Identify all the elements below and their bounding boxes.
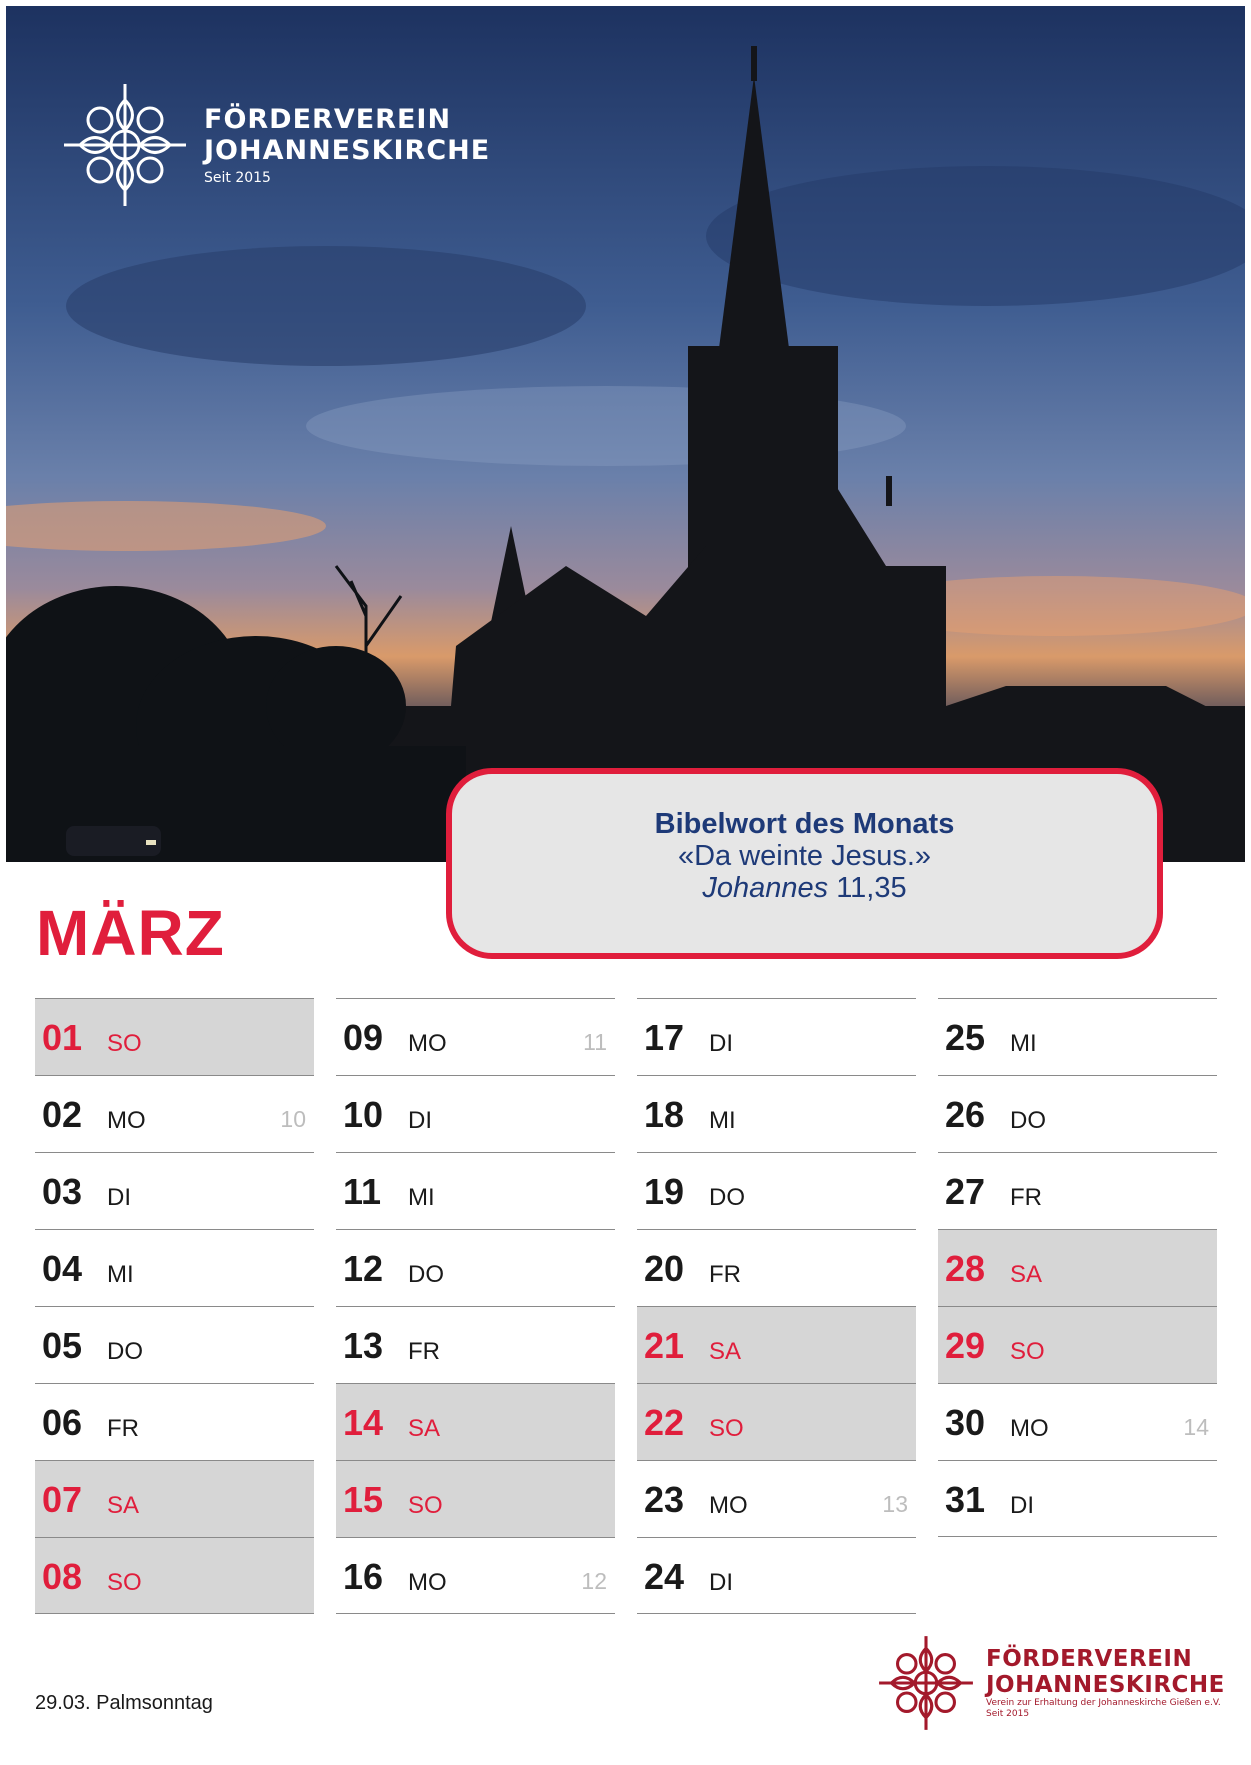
day-number: 10 xyxy=(343,1094,384,1135)
weekday: MO xyxy=(1010,1415,1049,1442)
day-row xyxy=(35,1383,314,1460)
weekday: MO xyxy=(408,1030,447,1057)
logo-line-3: Seit 2015 xyxy=(204,170,271,186)
bible-verse-heading: Bibelwort des Monats xyxy=(654,808,955,840)
day-row xyxy=(637,1075,916,1152)
weekday: DO xyxy=(408,1261,444,1288)
bible-verse-number: 11,35 xyxy=(836,872,907,904)
weekday: MO xyxy=(408,1569,447,1596)
day-number: 18 xyxy=(644,1094,685,1135)
weekday: DO xyxy=(1010,1107,1046,1134)
weekday: DI xyxy=(709,1030,733,1057)
day-number: 21 xyxy=(644,1325,685,1366)
weekday: SA xyxy=(107,1492,140,1519)
day-number: 17 xyxy=(644,1017,685,1058)
day-number: 24 xyxy=(644,1556,685,1597)
logo-line-2: JOHANNESKIRCHE xyxy=(204,135,491,166)
day-number: 25 xyxy=(945,1017,986,1058)
day-row xyxy=(336,1383,615,1460)
day-number: 13 xyxy=(343,1325,384,1366)
week-number: 11 xyxy=(583,1029,607,1055)
day-row xyxy=(938,998,1217,1075)
weekday: SO xyxy=(107,1030,142,1057)
day-number: 29 xyxy=(945,1325,986,1366)
day-number: 06 xyxy=(42,1402,83,1443)
logo-line-1: FÖRDERVEREIN xyxy=(204,104,452,135)
weekday: SA xyxy=(709,1338,742,1365)
day-number: 31 xyxy=(945,1479,986,1520)
day-row xyxy=(35,1229,314,1306)
weekday: MI xyxy=(107,1261,134,1288)
bible-verse-book: Johannes xyxy=(702,872,829,904)
footer-logo-line-3: Verein zur Erhaltung der Johanneskirche Gießen e.V. xyxy=(986,1698,1221,1708)
day-row xyxy=(938,1075,1217,1152)
day-row xyxy=(637,1460,916,1537)
weekday: FR xyxy=(408,1338,440,1365)
day-row xyxy=(35,998,314,1075)
bible-verse-quote: «Da weinte Jesus.» xyxy=(677,840,932,872)
day-row xyxy=(938,1306,1217,1383)
weekday: MO xyxy=(709,1492,748,1519)
day-number: 15 xyxy=(343,1479,384,1520)
weekday: DI xyxy=(107,1184,131,1211)
day-row xyxy=(938,1229,1217,1306)
header-logo xyxy=(60,80,490,210)
weekday: FR xyxy=(709,1261,741,1288)
day-number: 27 xyxy=(945,1171,986,1212)
weekday: DO xyxy=(107,1338,143,1365)
day-row xyxy=(637,1306,916,1383)
weekday: DO xyxy=(709,1184,745,1211)
weekday: FR xyxy=(107,1415,139,1442)
day-number: 22 xyxy=(644,1402,685,1443)
day-row xyxy=(336,1537,615,1614)
day-row xyxy=(637,1537,916,1614)
footnote: 29.03. Palmsonntag xyxy=(35,1692,213,1714)
weekday: MI xyxy=(408,1184,435,1211)
weekday: SA xyxy=(1010,1261,1043,1288)
day-number: 11 xyxy=(343,1171,382,1212)
day-number: 09 xyxy=(343,1017,384,1058)
day-row xyxy=(336,1229,615,1306)
calendar-column xyxy=(35,998,314,1614)
day-row xyxy=(938,1460,1217,1537)
day-row xyxy=(35,1152,314,1229)
day-row xyxy=(336,1075,615,1152)
day-row xyxy=(336,1152,615,1229)
day-number: 12 xyxy=(343,1248,384,1289)
day-row xyxy=(637,998,916,1075)
day-number: 01 xyxy=(42,1017,83,1058)
calendar-column xyxy=(336,998,615,1614)
weekday: FR xyxy=(1010,1184,1042,1211)
weekday: SO xyxy=(1010,1338,1045,1365)
week-number: 10 xyxy=(280,1106,306,1132)
day-row xyxy=(637,1383,916,1460)
day-row xyxy=(637,1152,916,1229)
ornament-cross-icon xyxy=(876,1633,976,1733)
footer-logo-line-4: Seit 2015 xyxy=(986,1709,1030,1719)
day-number: 26 xyxy=(945,1094,986,1135)
bible-verse-reference xyxy=(702,872,906,904)
calendar-column xyxy=(637,998,916,1614)
day-row xyxy=(938,1383,1217,1460)
calendar-column xyxy=(938,998,1217,1537)
day-number: 03 xyxy=(42,1171,83,1212)
day-number: 16 xyxy=(343,1556,384,1597)
day-number: 04 xyxy=(42,1248,83,1289)
bible-verse-box xyxy=(446,768,1163,959)
day-row xyxy=(637,1229,916,1306)
ornament-cross-icon xyxy=(60,80,190,210)
day-row xyxy=(35,1075,314,1152)
day-number: 08 xyxy=(42,1556,83,1597)
weekday: DI xyxy=(709,1569,733,1596)
weekday: SA xyxy=(408,1415,441,1442)
day-number: 23 xyxy=(644,1479,685,1520)
weekday: SO xyxy=(408,1492,443,1519)
week-number: 12 xyxy=(581,1568,607,1594)
footer-logo-line-2: JOHANNESKIRCHE xyxy=(986,1672,1225,1698)
weekday: DI xyxy=(408,1107,432,1134)
day-number: 02 xyxy=(42,1094,83,1135)
footer-logo xyxy=(876,1633,1225,1733)
weekday: MO xyxy=(107,1107,146,1134)
month-title: MÄRZ xyxy=(36,897,225,969)
day-number: 05 xyxy=(42,1325,83,1366)
day-number: 28 xyxy=(945,1248,986,1289)
weekday: SO xyxy=(107,1569,142,1596)
day-number: 19 xyxy=(644,1171,685,1212)
day-number: 20 xyxy=(644,1248,685,1289)
footer-logo-line-1: FÖRDERVEREIN xyxy=(986,1646,1193,1672)
day-number: 30 xyxy=(945,1402,986,1443)
day-row xyxy=(336,1306,615,1383)
day-row xyxy=(938,1152,1217,1229)
day-number: 07 xyxy=(42,1479,83,1520)
day-row xyxy=(336,1460,615,1537)
week-number: 13 xyxy=(882,1491,908,1517)
weekday: SO xyxy=(709,1415,744,1442)
day-number: 14 xyxy=(343,1402,384,1443)
weekday: DI xyxy=(1010,1492,1034,1519)
day-row xyxy=(35,1460,314,1537)
week-number: 14 xyxy=(1183,1414,1209,1440)
weekday: MI xyxy=(1010,1030,1037,1057)
day-row xyxy=(336,998,615,1075)
day-row xyxy=(35,1306,314,1383)
day-row xyxy=(35,1537,314,1614)
weekday: MI xyxy=(709,1107,736,1134)
